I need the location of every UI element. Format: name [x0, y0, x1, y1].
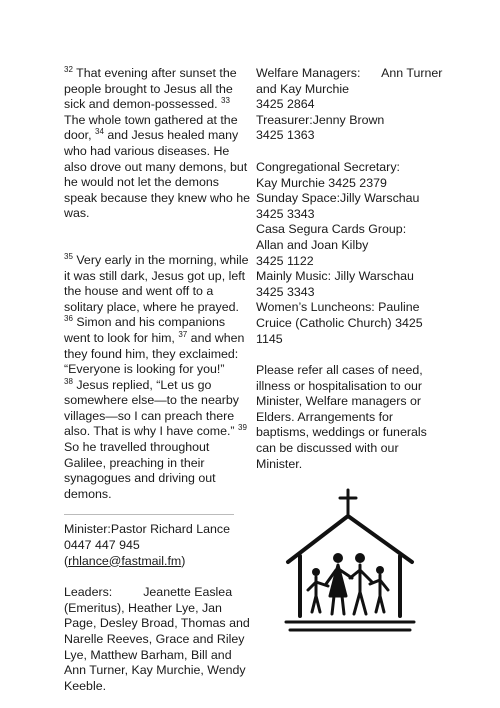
church-family-icon	[280, 486, 420, 636]
casa-segura-phone: 3425 1122	[256, 253, 314, 268]
sunday-space-phone: 3425 3343	[256, 206, 315, 221]
leaders-list: Leaders: Jeanette Easlea (Emeritus), Heather Lye, Jan Page, Desley Broad, Thomas and Narelle Reeves, Grace and Riley Lye, Matthew Barham, Bill and Ann Turner, Kay Murchie, Wendy Keeble.	[64, 585, 250, 693]
left-column	[64, 66, 250, 694]
verse-number: 32	[64, 64, 73, 74]
minister-line: Minister:Pastor Richard Lance	[64, 522, 230, 537]
treasurer-phone: 3425 1363	[256, 128, 315, 143]
verse-text: Very early in the morning, while it was still dark, Jesus got up, left the house and went off to a solitary place, where he prayed.	[64, 252, 249, 314]
verse-number: 37	[178, 329, 188, 339]
mainly-music: Mainly Music: Jilly Warschau	[256, 269, 414, 284]
welfare-managers: Welfare Managers: Ann Turner and Kay Murchie	[256, 66, 443, 96]
treasurer: Treasurer:Jenny Brown	[256, 112, 385, 127]
congregational-secretary: Kay Murchie 3425 2379	[256, 175, 387, 190]
minister-email-line: (rhlance@fastmail.fm)	[64, 553, 186, 568]
verse-number: 36	[64, 314, 73, 324]
scripture-paragraph-3	[64, 378, 250, 503]
casa-segura-label: Casa Segura Cards Group:	[256, 222, 407, 237]
minister-phone: 0447 447 945	[64, 538, 140, 553]
verse-text: and Jesus healed many who had various diseases. He also drove out many demons, but he would not let the demons speak because they knew who he was.	[64, 128, 250, 221]
welfare-phone: 3425 2864	[256, 97, 315, 112]
verse-number: 38	[64, 376, 73, 386]
verse-text: So he travelled throughout Galilee, preaching in their synagogues and driving out demons.	[64, 440, 216, 501]
verse-number: 33	[221, 96, 230, 106]
congregational-secretary-label: Congregational Secretary:	[256, 159, 400, 174]
verse-text: and when they found him, they exclaimed: “Everyone is looking for you!”	[64, 330, 245, 377]
scripture-paragraph-2	[64, 253, 250, 378]
verse-number: 35	[64, 251, 73, 261]
minister-email-link[interactable]: rhlance@fastmail.fm	[68, 553, 182, 568]
pastoral-notice: Please refer all cases of need, illness or hospitalisation to our Minister, Welfare managers or Elders. Arrangements for baptisms, weddings or funerals can be discussed with our Minister.	[256, 363, 427, 471]
verse-text: The whole town gathered at the door,	[64, 112, 238, 143]
verse-text: Simon and his companions went to look for him,	[64, 315, 226, 345]
verse-number: 39	[238, 423, 247, 433]
casa-segura-names: Allan and Joan Kilby	[256, 237, 369, 252]
verse-number: 34	[95, 127, 104, 137]
scripture-paragraph-1	[64, 66, 250, 222]
leaders-label: Leaders:	[64, 585, 113, 600]
verse-text: Jesus replied, “Let us go somewhere else—to the nearby villages—so I can preach there also. That is why I have come.”	[64, 377, 239, 439]
section-divider	[64, 514, 234, 515]
sunday-space: Sunday Space:Jilly Warschau	[256, 191, 420, 206]
mainly-music-phone: 3425 3343	[256, 284, 315, 299]
right-column	[256, 66, 446, 472]
verse-text: That evening after sunset the people brought to Jesus all the sick and demon-possessed.	[64, 66, 237, 112]
womens-luncheons: Women’s Luncheons: Pauline Cruice (Catholic Church) 3425 1145	[256, 300, 423, 346]
